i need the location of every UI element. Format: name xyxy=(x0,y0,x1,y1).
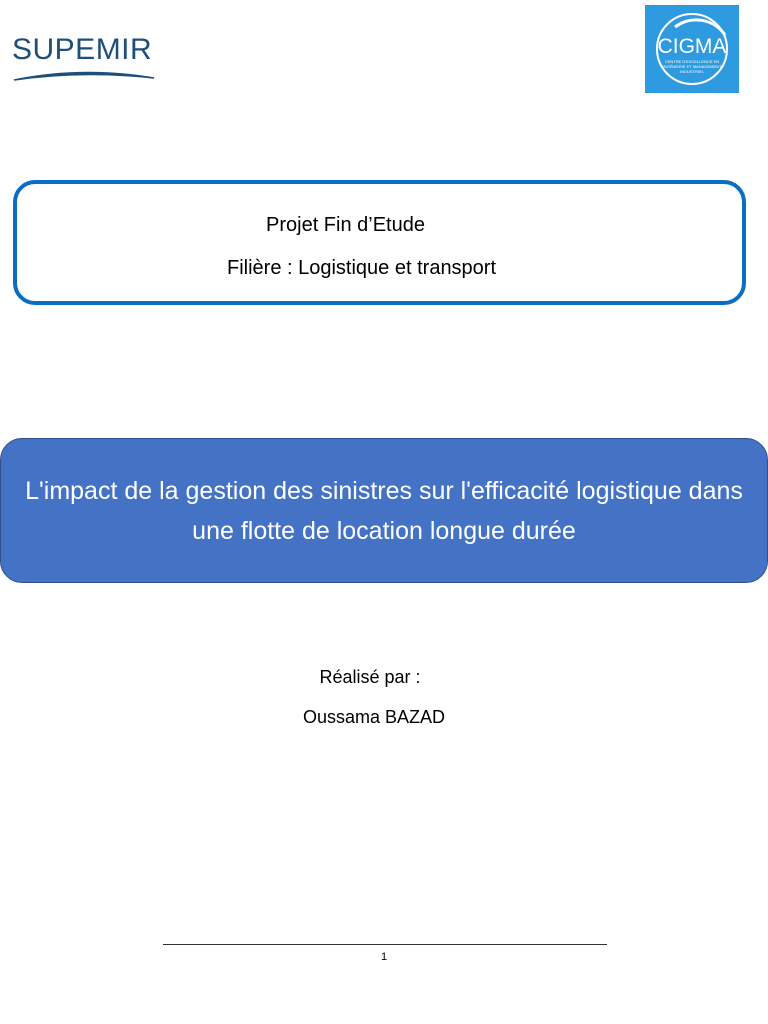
thesis-title: L'impact de la gestion des sinistres sur l'efficacité logistique dans une flotte de location longue durée xyxy=(25,476,743,545)
svg-text:CENTRE D'EXCELLENCE EN: CENTRE D'EXCELLENCE EN xyxy=(664,59,720,64)
author-label: Réalisé par : xyxy=(319,667,421,687)
author-name: Oussama BAZAD xyxy=(302,707,446,727)
supemir-logo xyxy=(12,34,157,86)
cigma-logo-text: CIGMA xyxy=(657,35,727,58)
page-number: 1 xyxy=(380,951,388,963)
supemir-logo-text: SUPEMIR xyxy=(12,33,153,66)
supemir-logo-swoosh xyxy=(12,68,157,82)
thesis-title-box xyxy=(0,438,768,583)
svg-text:INGÉNIERIE ET MANAGEMENT: INGÉNIERIE ET MANAGEMENT xyxy=(662,64,722,69)
project-field: Filière : Logistique et transport xyxy=(227,257,497,279)
project-info-box xyxy=(13,180,746,305)
svg-text:INDUSTRIEL: INDUSTRIEL xyxy=(680,69,704,74)
cigma-logo-emblem xyxy=(645,5,739,93)
project-type: Projet Fin d’Etude xyxy=(266,214,425,236)
cigma-logo xyxy=(645,5,739,93)
footer-divider xyxy=(163,944,607,945)
